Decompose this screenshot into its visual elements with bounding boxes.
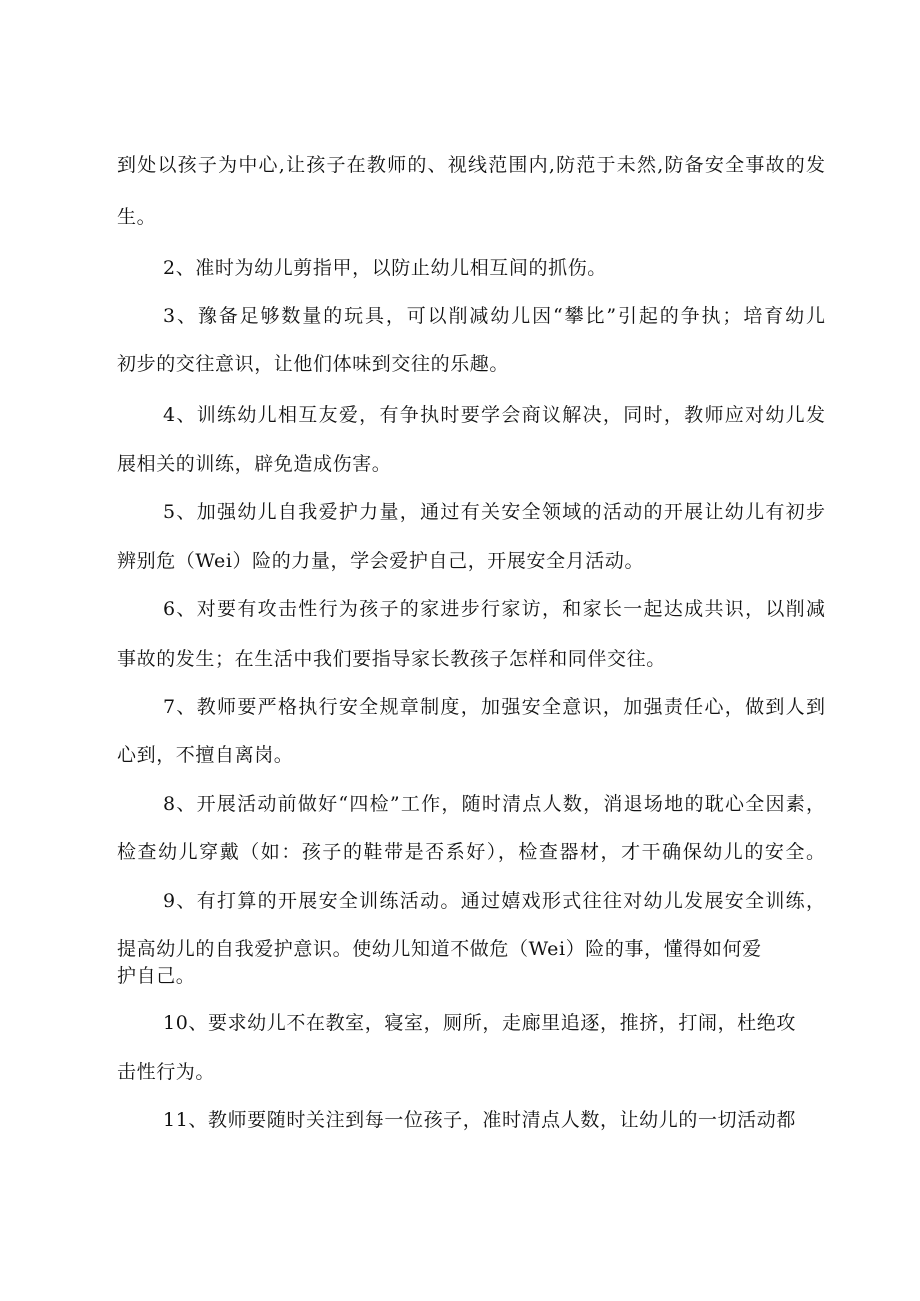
text-line-4: 3、豫备足够数量的玩具，可以削减幼儿因“攀比”引起的争执；培育幼儿 [163, 305, 825, 327]
text-line-9: 辨别危（Wei）险的力量，学会爱护自己，开展安全月活动。 [117, 550, 645, 572]
text-line-7: 展相关的训练，辟免造成伤害。 [117, 453, 392, 475]
text-line-3: 2、准时为幼儿剪指甲，以防止幼儿相互间的抓伤。 [163, 257, 607, 279]
text-line-16: 9、有打算的开展安全训练活动。通过嬉戏形式往往对幼儿发展安全训练， [163, 890, 825, 912]
text-line-14: 8、开展活动前做好“四检”工作，随时清点人数，消退场地的耽心全因素， [163, 793, 825, 815]
text-line-13: 心到，不擅自离岗。 [117, 744, 294, 766]
text-line-10: 6、对要有攻击性行为孩子的家进步行家访，和家长一起达成共识，以削减 [163, 598, 825, 620]
text-line-11: 事故的发生；在生活中我们要指导家长教孩子怎样和同伴交往。 [117, 648, 666, 670]
text-line-1: 到处以孩子为中心,让孩子在教师的、视线范围内,防范于未然,防备安全事故的发 [117, 154, 825, 176]
text-line-21: 11、教师要随时关注到每一位孩子，准时清点人数，让幼儿的一切活动都 [163, 1109, 796, 1131]
text-line-18: 护自己。 [117, 965, 196, 987]
text-line-12: 7、教师要严格执行安全规章制度，加强安全意识，加强责任心，做到人到 [163, 696, 825, 718]
text-line-20: 击性行为。 [117, 1061, 216, 1083]
text-line-17: 提高幼儿的自我爱护意识。使幼儿知道不做危（Wei）险的事，懂得如何爱 [117, 938, 762, 960]
text-line-5: 初步的交往意识，让他们体味到交往的乐趣。 [117, 353, 510, 375]
text-line-15: 检查幼儿穿戴（如：孩子的鞋带是否系好），检查器材，才干确保幼儿的安全。 [117, 841, 825, 863]
text-line-8: 5、加强幼儿自我爱护力量，通过有关安全领域的活动的开展让幼儿有初步 [163, 501, 825, 523]
text-line-6: 4、训练幼儿相互友爱，有争执时要学会商议解决，同时，教师应对幼儿发 [163, 404, 825, 426]
text-line-19: 10、要求幼儿不在教室，寝室，厕所，走廊里追逐，推挤，打闹，杜绝攻 [163, 1012, 796, 1034]
text-line-2: 生。 [117, 206, 157, 228]
